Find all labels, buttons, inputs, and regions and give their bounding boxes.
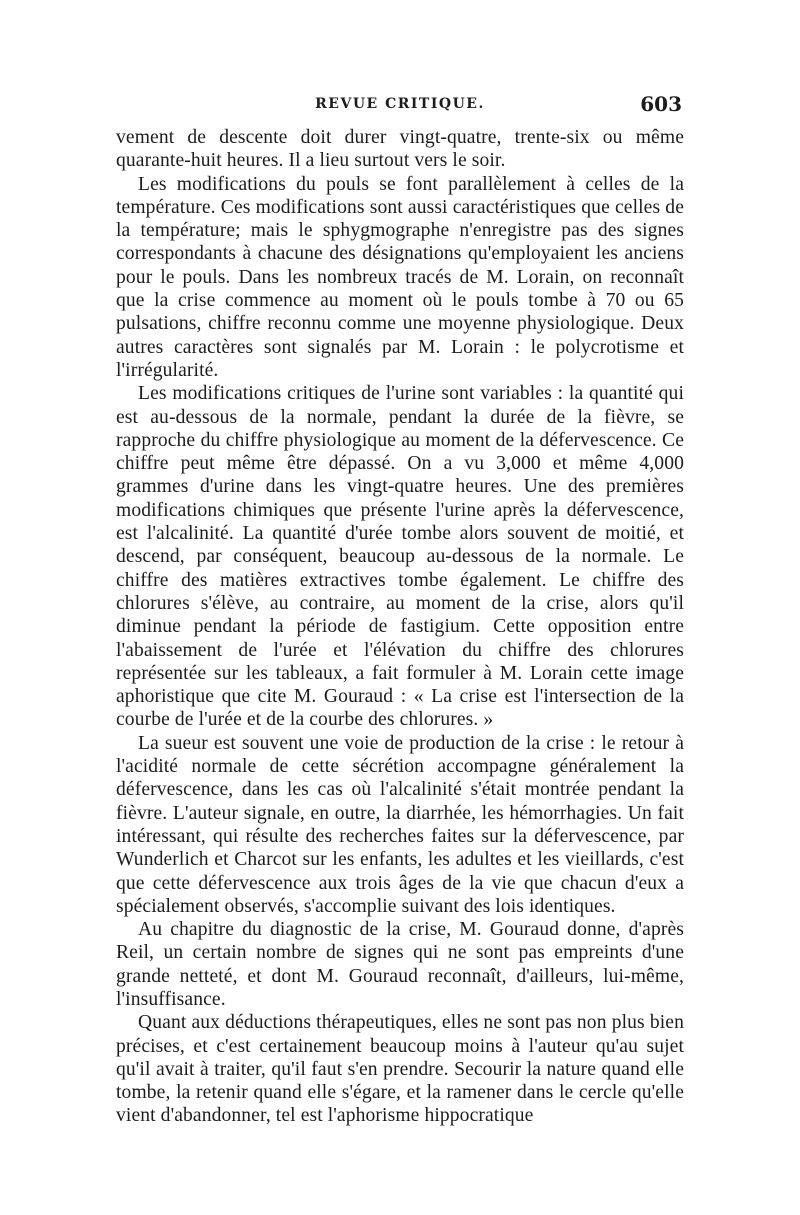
page-number: 603 <box>640 92 682 116</box>
paragraph-pouls: Les modifications du pouls se font parallèlement à celles de la température. Ces modifications sont aussi caractéristiques que celles de la température; mais le sphygmographe n'enregistre pas des signes correspondants à chacune des désignations qu'employaient les anciens pour le pouls. Dans les nombreux tracés de M. Lorain, on reconnaît que la crise commence au moment où le pouls tombe à 70 ou 65 pulsations, chiffre reconnu comme une moyenne physiologique. Deux autres caractères sont signalés par M. Lorain : le polycrotisme et l'irrégularité. <box>116 173 684 381</box>
paragraph-continuation: vement de descente doit durer vingt-quatre, trente-six ou même quarante-huit heures. Il a lieu surtout vers le soir. <box>116 127 684 172</box>
paragraph-diagnostic: Au chapitre du diagnostic de la crise, M. Gouraud donne, d'après Reil, un certain nombre de signes qui ne sont pas empreints d'une grande netteté, et dont M. Gouraud reconnaît, d'ailleurs, lui-même, l'insuffisance. <box>116 919 684 1010</box>
running-header <box>116 92 684 126</box>
paragraph-urine: Les modifications critiques de l'urine sont variables : la quantité qui est au-dessous de la normale, pendant la durée de la fièvre, se rapproche du chiffre physiologique au moment de la défervescence. Ce chiffre peut même être dépassé. On a vu 3,000 et même 4,000 grammes d'urine dans les vingt-quatre heures. Une des premières modifications chimiques que présente l'urine après la défervescence, est l'alcalinité. La quantité d'urée tombe alors souvent de moitié, et descend, par conséquent, beaucoup au-dessous de la normale. Le chiffre des matières extractives tombe également. Le chiffre des chlorures s'élève, au contraire, au moment de la crise, alors qu'il diminue pendant la période de fastigium. Cette opposition entre l'abaissement de l'urée et l'élévation du chiffre des chlorures représentée sur les tableaux, a fait formuler à M. Lorain cette image aphoristique que cite M. Gouraud : « La crise est l'intersection de la courbe de l'urée et de la courbe des chlorures. » <box>116 383 684 731</box>
paragraph-therapeutique: Quant aux déductions thérapeutiques, elles ne sont pas non plus bien précises, et c'est certainement beaucoup moins à l'auteur qu'au sujet qu'il avait à traiter, qu'il faut s'en prendre. Secourir la nature quand elle tombe, la retenir quand elle s'égare, et la ramener dans le cercle qu'elle vient d'abandonner, tel est l'aphorisme hippocratique <box>116 1012 684 1127</box>
body-text <box>116 126 684 1128</box>
paragraph-sueur: La sueur est souvent une voie de production de la crise : le retour à l'acidité normale de cette sécrétion accompagne généralement la défervescence, dans les cas où l'alcalinité s'était montrée pendant la fièvre. L'auteur signale, en outre, la diarrhée, les hémorrhagies. Un fait intéressant, qui résulte des recherches faites sur la défervescence, par Wunderlich et Charcot sur les enfants, les adultes et les vieillards, c'est que cette défervescence aux trois âges de la vie que chacun d'eux a spécialement observés, s'accomplie suivant des lois identiques. <box>116 732 684 917</box>
running-title: REVUE CRITIQUE. <box>315 96 485 112</box>
document-page <box>116 92 684 1132</box>
